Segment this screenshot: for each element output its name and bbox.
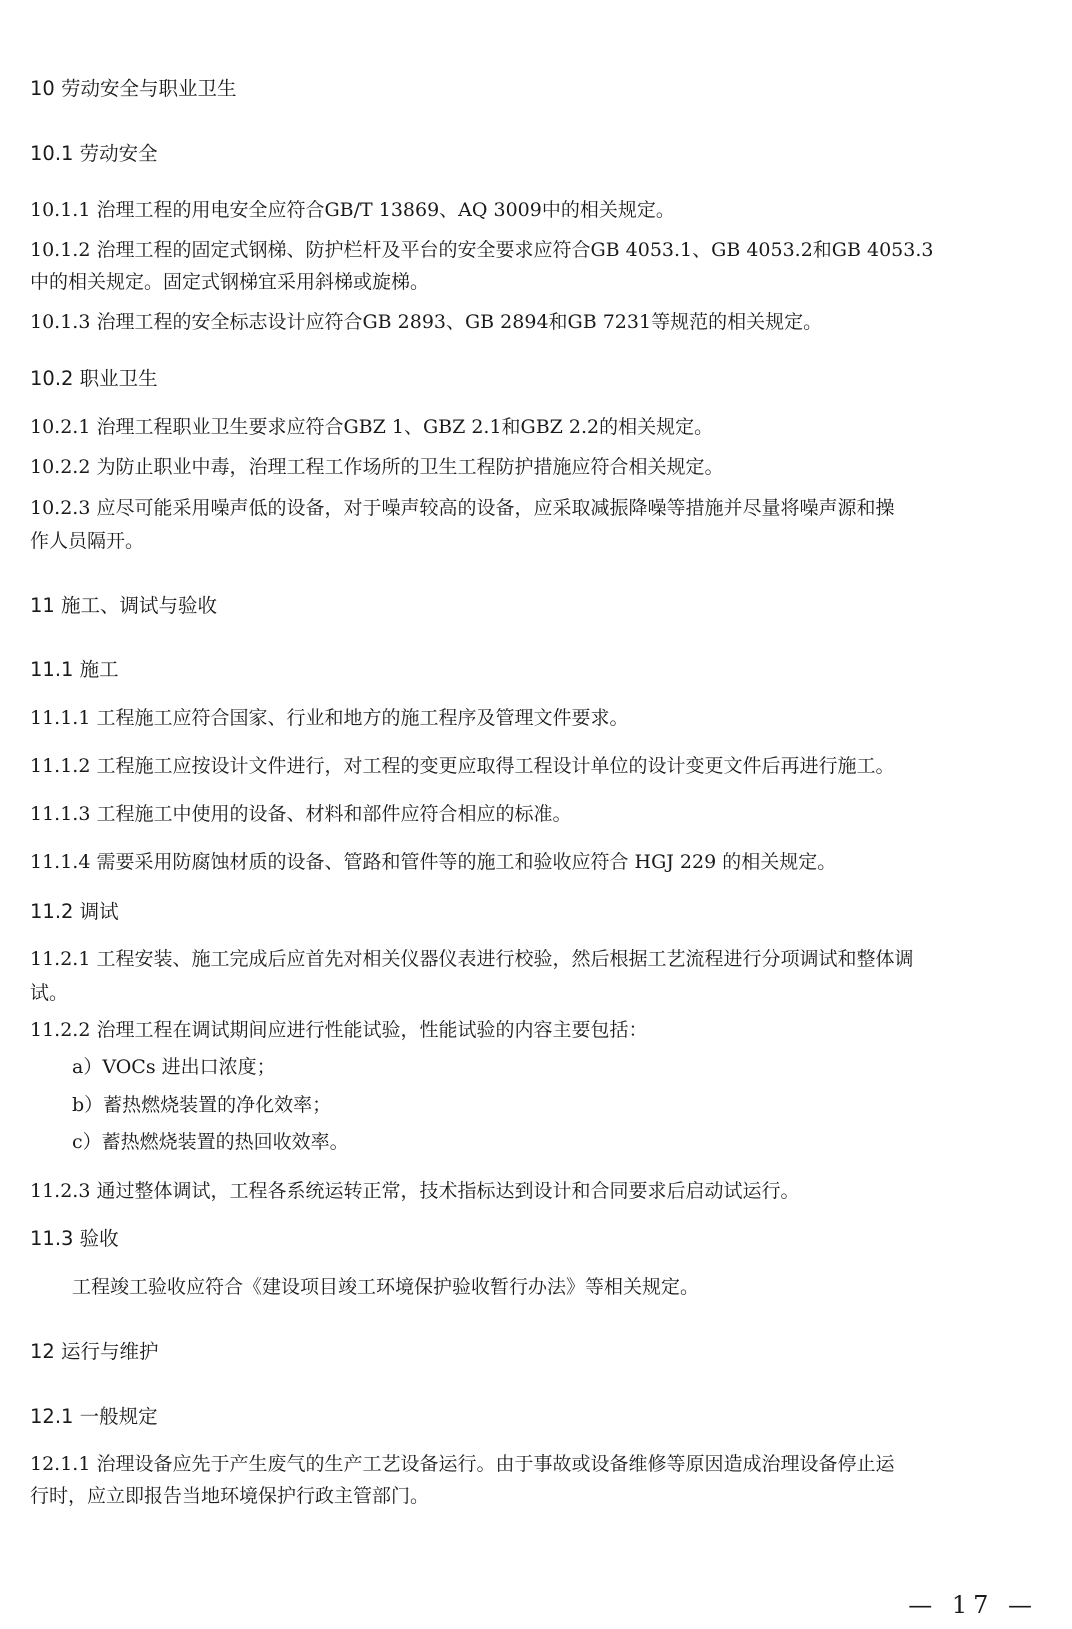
clause-11-1-3: 11.1.3 工程施工中使用的设备、材料和部件应符合相应的标准。 [30, 803, 572, 825]
clause-10-2-3: 10.2.3 应尽可能采用噪声低的设备，对于噪声较高的设备，应采取减振降噪等措施并尽量将噪声源和操 [30, 497, 895, 519]
list-item-a: a）VOCs 进出口浓度； [72, 1056, 276, 1078]
clause-12-1-1: 12.1.1 治理设备应先于产生废气的生产工艺设备运行。由于事故或设备维修等原因造成治理设备停止运 [30, 1453, 895, 1475]
clause-11-1-2: 11.1.2 工程施工应按设计文件进行，对工程的变更应取得工程设计单位的设计变更文件后再进行施工。 [30, 755, 895, 777]
clause-11-2-1-continued: 试。 [30, 982, 69, 1004]
clause-11-2-2: 11.2.2 治理工程在调试期间应进行性能试验，性能试验的内容主要包括： [30, 1019, 648, 1041]
clause-10-2-2: 10.2.2 为防止职业中毒，治理工程工作场所的卫生工程防护措施应符合相关规定。 [30, 456, 724, 478]
clause-10-2-3-continued: 作人员隔开。 [30, 530, 145, 552]
clause-12-1-1-continued: 行时，应立即报告当地环境保护行政主管部门。 [30, 1485, 430, 1507]
clause-10-1-1: 10.1.1 治理工程的用电安全应符合GB/T 13869、AQ 3009中的相关规定。 [30, 199, 675, 221]
clause-10-2-1: 10.2.1 治理工程职业卫生要求应符合GBZ 1、GBZ 2.1和GBZ 2.2的相关规定。 [30, 416, 714, 438]
clause-10-1-2-continued: 中的相关规定。固定式钢梯宜采用斜梯或旋梯。 [30, 271, 430, 293]
heading-section-11-3: 11.3 验收 [30, 1227, 119, 1250]
list-item-c: c）蓄热燃烧装置的热回收效率。 [72, 1131, 349, 1153]
heading-section-12: 12 运行与维护 [30, 1340, 159, 1363]
clause-11-2-1: 11.2.1 工程安装、施工完成后应首先对相关仪器仪表进行校验，然后根据工艺流程进行分项调试和整体调 [30, 948, 914, 970]
heading-section-11-2: 11.2 调试 [30, 900, 119, 923]
heading-section-10-2: 10.2 职业卫生 [30, 367, 158, 390]
heading-section-10-1: 10.1 劳动安全 [30, 142, 158, 165]
list-item-b: b）蓄热燃烧装置的净化效率； [72, 1094, 332, 1116]
clause-11-1-1: 11.1.1 工程施工应符合国家、行业和地方的施工程序及管理文件要求。 [30, 707, 629, 729]
heading-section-11-1: 11.1 施工 [30, 658, 119, 681]
page-number: — 17 — [908, 1591, 1038, 1619]
clause-10-1-3: 10.1.3 治理工程的安全标志设计应符合GB 2893、GB 2894和GB 7231等规范的相关规定。 [30, 311, 823, 333]
clause-11-2-3: 11.2.3 通过整体调试，工程各系统运转正常，技术指标达到设计和合同要求后启动试运行。 [30, 1180, 800, 1202]
paragraph-11-3: 工程竣工验收应符合《建设项目竣工环境保护验收暂行办法》等相关规定。 [72, 1276, 700, 1298]
heading-section-10: 10 劳动安全与职业卫生 [30, 77, 237, 100]
heading-section-12-1: 12.1 一般规定 [30, 1405, 158, 1428]
heading-section-11: 11 施工、调试与验收 [30, 594, 218, 617]
clause-10-1-2: 10.1.2 治理工程的固定式钢梯、防护栏杆及平台的安全要求应符合GB 4053.1、GB 4053.2和GB 4053.3 [30, 239, 934, 261]
clause-11-1-4: 11.1.4 需要采用防腐蚀材质的设备、管路和管件等的施工和验收应符合 HGJ 229 的相关规定。 [30, 851, 837, 873]
